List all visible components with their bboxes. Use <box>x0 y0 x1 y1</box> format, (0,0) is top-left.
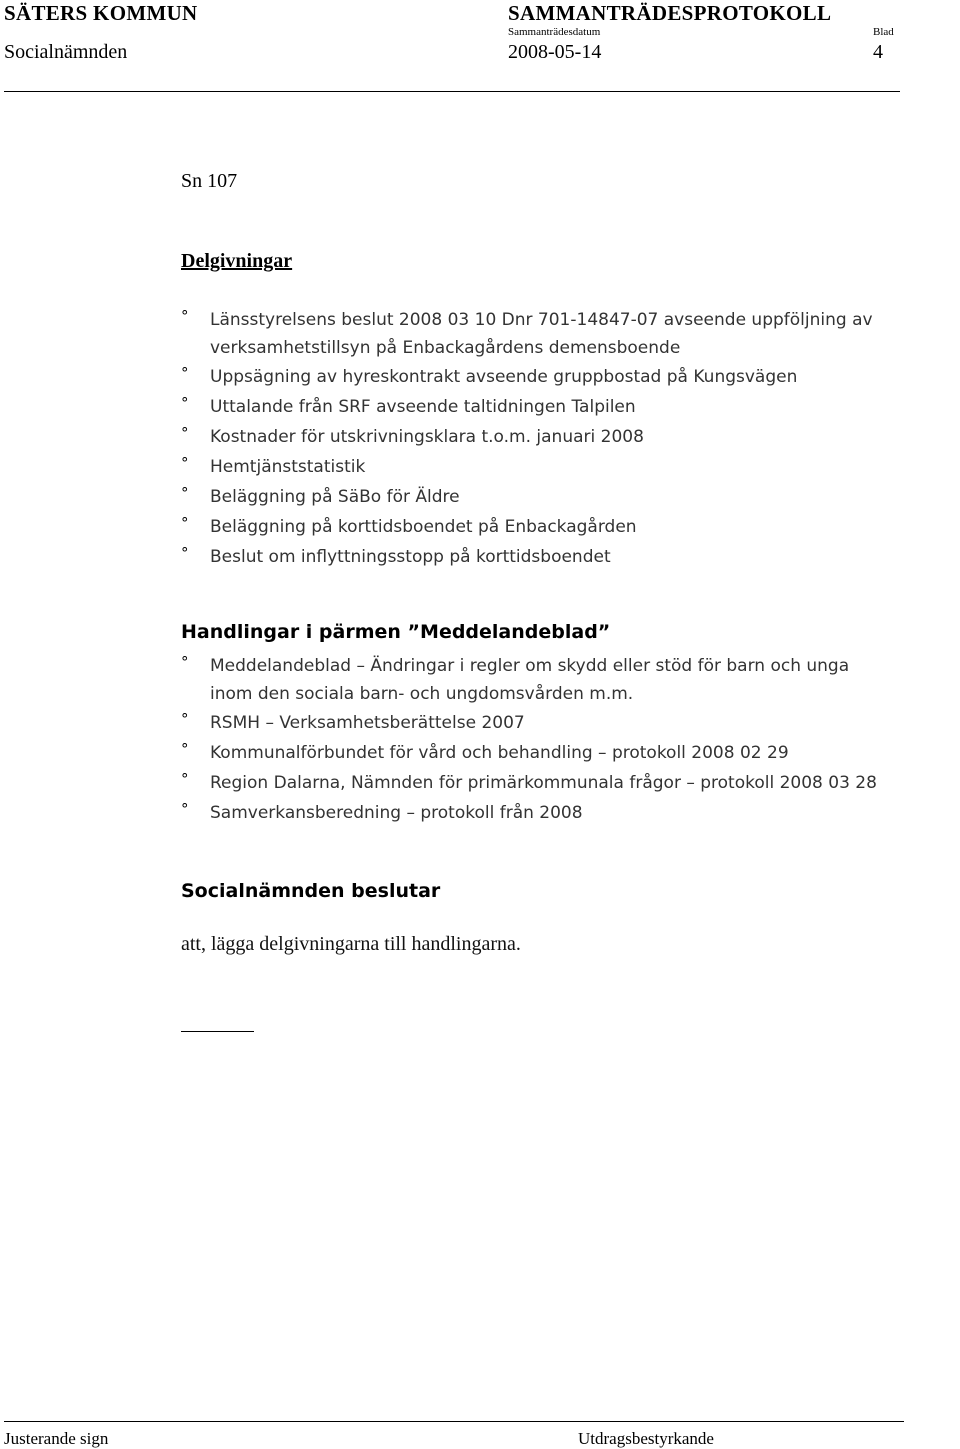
list-item-text: Hemtjänststatistik <box>210 457 366 477</box>
list-item-text: Uppsägning av hyreskontrakt avseende gruppbostad på Kungsvägen <box>210 367 798 387</box>
list-item <box>181 482 873 512</box>
handlingar-list <box>181 651 877 828</box>
meeting-date-label: Sammanträdesdatum <box>508 26 601 38</box>
bullet-icon: ° <box>181 454 189 472</box>
footer-divider <box>4 1421 904 1422</box>
bullet-icon: ° <box>181 653 189 671</box>
list-item <box>181 392 873 422</box>
list-item <box>181 798 877 828</box>
list-item <box>181 768 877 798</box>
list-item-text: Beläggning på korttidsboendet på Enbackagården <box>210 517 637 537</box>
list-item <box>181 305 873 362</box>
list-item-text: RSMH – Verksamhetsberättelse 2007 <box>210 713 525 733</box>
meeting-date: 2008-05-14 <box>508 41 602 63</box>
bullet-icon: ° <box>181 740 189 758</box>
list-item-text: Beläggning på SäBo för Äldre <box>210 487 460 507</box>
header-divider <box>4 91 900 92</box>
list-item-text: Kostnader för utskrivningsklara t.o.m. januari 2008 <box>210 427 644 447</box>
footer-signature-label: Justerande sign <box>4 1429 109 1448</box>
page-label: Blad <box>873 26 894 38</box>
bullet-icon: ° <box>181 394 189 412</box>
bullet-icon: ° <box>181 710 189 728</box>
list-item-text-continued: verksamhetstillsyn på Enbackagårdens demensboende <box>210 338 681 358</box>
list-item-text-continued: inom den sociala barn- och ungdomsvården m.m. <box>210 684 634 704</box>
list-item-text: Länsstyrelsens beslut 2008 03 10 Dnr 701-14847-07 avseende uppföljning av <box>210 310 873 330</box>
list-item <box>181 452 873 482</box>
bullet-icon: ° <box>181 544 189 562</box>
list-item <box>181 512 873 542</box>
list-item-text: Kommunalförbundet för vård och behandling – protokoll 2008 02 29 <box>210 743 789 763</box>
list-item <box>181 651 877 708</box>
bullet-icon: ° <box>181 307 189 325</box>
case-number: Sn 107 <box>181 170 238 192</box>
section-title: Delgivningar <box>181 250 293 272</box>
bullet-icon: ° <box>181 800 189 818</box>
bullet-icon: ° <box>181 364 189 382</box>
delgivningar-list <box>181 305 873 572</box>
bullet-icon: ° <box>181 424 189 442</box>
list-item-text: Beslut om inflyttningsstopp på korttidsboendet <box>210 547 611 567</box>
page-number: 4 <box>873 41 883 63</box>
decision-text: att, lägga delgivningarna till handlingarna. <box>181 933 521 955</box>
list-item-text: Meddelandeblad – Ändringar i regler om skydd eller stöd för barn och unga <box>210 656 850 676</box>
bullet-icon: ° <box>181 484 189 502</box>
organization-name: SÄTERS KOMMUN <box>4 1 198 25</box>
list-item <box>181 422 873 452</box>
bullet-icon: ° <box>181 770 189 788</box>
section-end-rule <box>181 1031 254 1032</box>
handlingar-title: Handlingar i pärmen ”Meddelandeblad” <box>181 621 611 643</box>
bullet-icon: ° <box>181 514 189 532</box>
list-item-text: Samverkansberedning – protokoll från 2008 <box>210 803 583 823</box>
decision-title: Socialnämnden beslutar <box>181 880 441 902</box>
footer-certification-label: Utdragsbestyrkande <box>578 1429 714 1448</box>
list-item <box>181 738 877 768</box>
list-item-text: Region Dalarna, Nämnden för primärkommunala frågor – protokoll 2008 03 28 <box>210 773 877 793</box>
list-item-text: Uttalande från SRF avseende taltidningen Talpilen <box>210 397 636 417</box>
document-type: SAMMANTRÄDESPROTOKOLL <box>508 1 832 25</box>
list-item <box>181 362 873 392</box>
list-item <box>181 708 877 738</box>
list-item <box>181 542 873 572</box>
committee-name: Socialnämnden <box>4 41 128 63</box>
